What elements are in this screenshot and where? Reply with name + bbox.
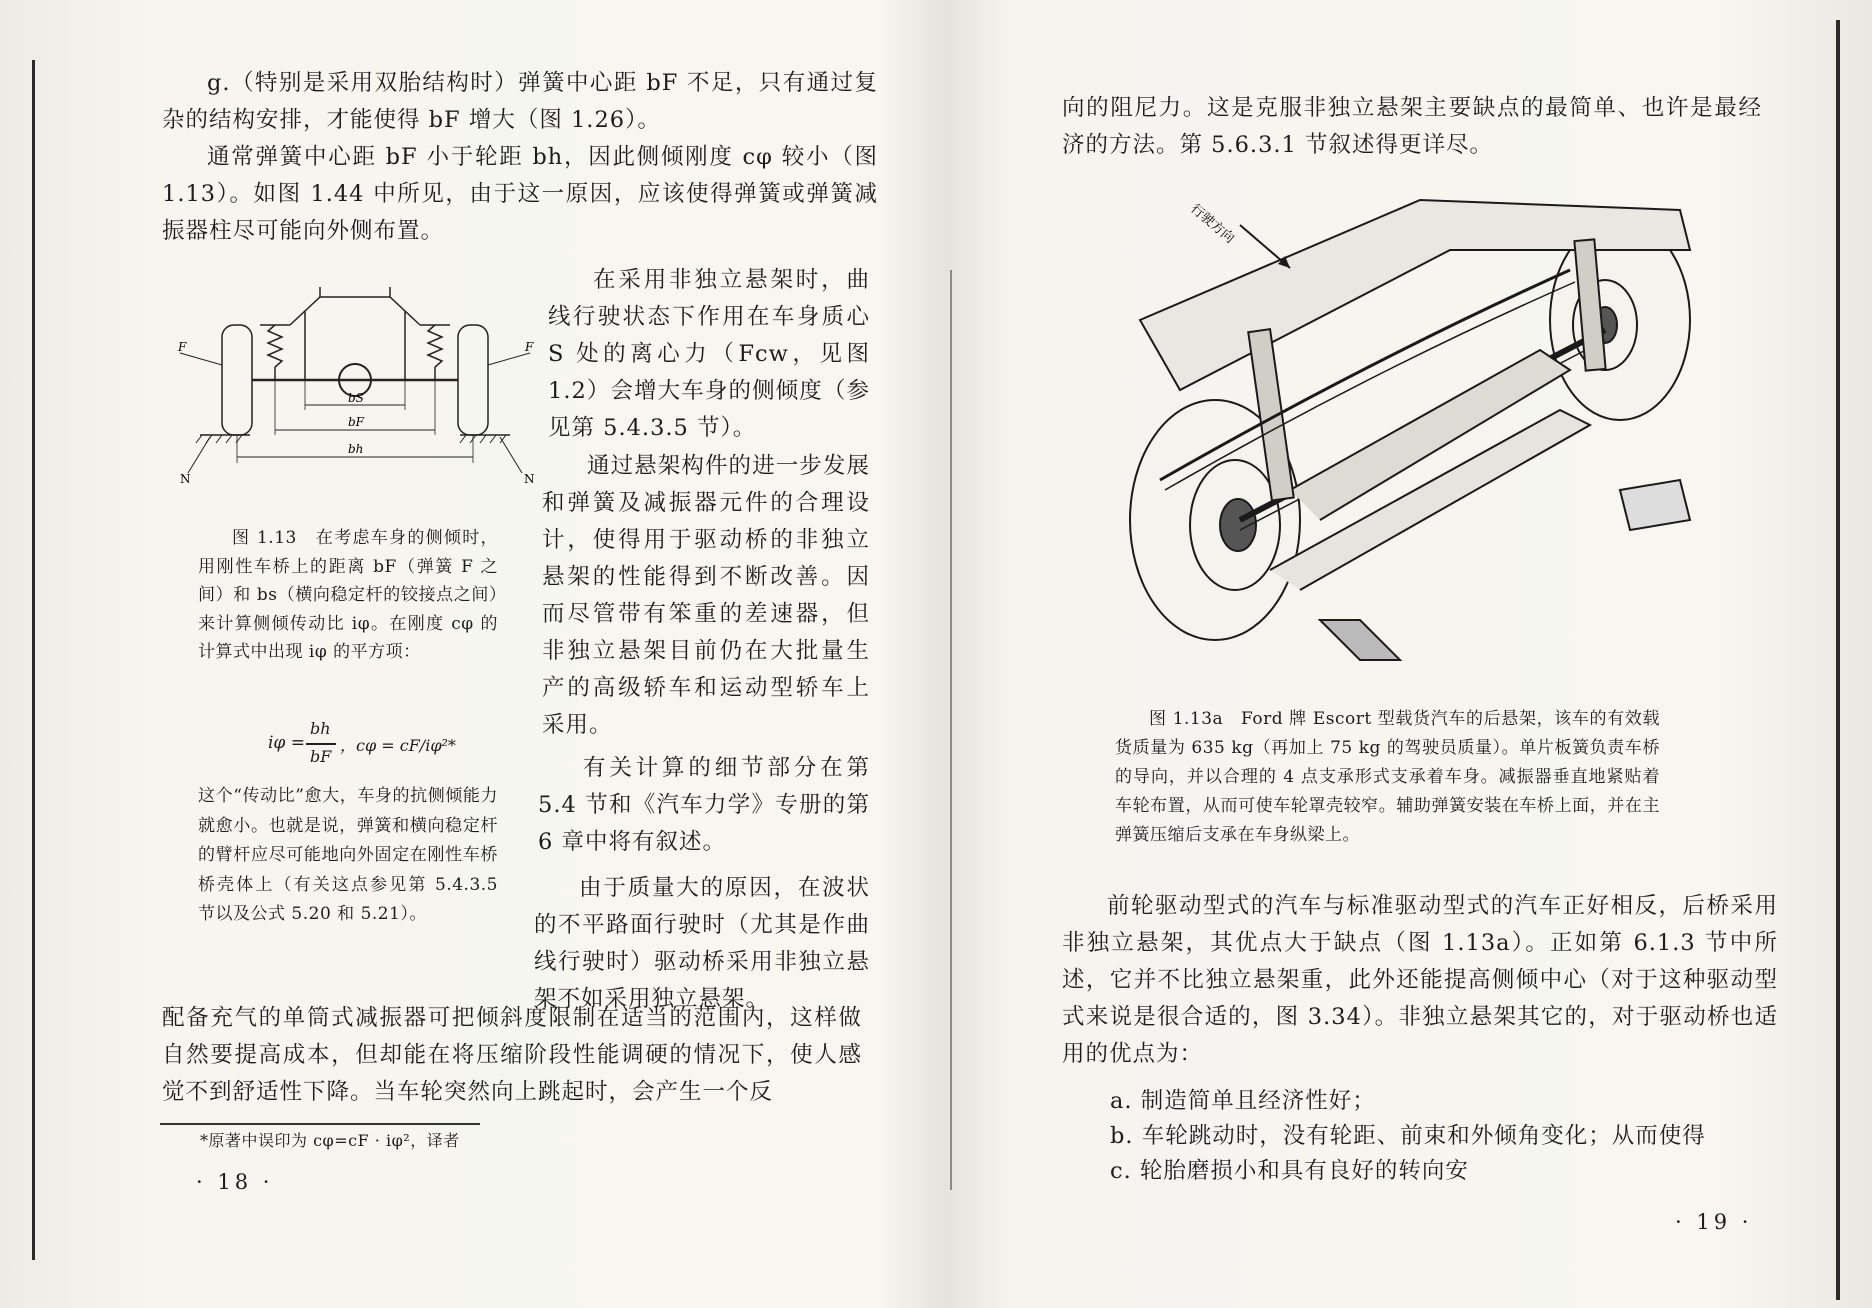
- left-para-3: 在采用非独立悬架时，曲线行驶状态下作用在车身质心 S 处的离心力（Fcw，见图 1.2）会增大车身的侧倾度（参见第 5.4.3.5 节）。: [548, 267, 870, 441]
- footnote: *原著中误印为 cφ=cF · iφ²，译者: [200, 1131, 460, 1150]
- right-page: [950, 0, 1872, 1308]
- formula-lhs: iφ =: [268, 733, 305, 753]
- formula: [260, 715, 460, 775]
- left-para-7: 配备充气的单筒式减振器可把倾斜度限制在适当的范围内，这样做自然要提高成本，但却能在将压缩阶段性能调硬的情况下，使人感觉不到舒适性下降。当车轮突然向上跳起时，会产生一个反: [162, 1005, 862, 1105]
- list-item-c: c. 轮胎磨损小和具有良好的转向安: [1110, 1158, 1469, 1184]
- left-para-2: 通常弹簧中心距 bF 小于轮距 bh，因此侧倾刚度 cφ 较小（图 1.13）。如图 1.44 中所见，由于这一原因，应该使得弹簧或弹簧减振器柱尽可能向外侧布置。: [162, 144, 878, 244]
- diagram-label-f-left: F: [178, 340, 187, 354]
- left-para-1: g.（特别是采用双胎结构时）弹簧中心距 bF 不足，只有通过复杂的结构安排，才能使得 bF 增大（图 1.26）。: [162, 70, 878, 133]
- list-item-b: b. 车轮跳动时，没有轮距、前束和外倾角变化；从而使得: [1110, 1123, 1706, 1149]
- right-para-2: 前轮驱动型式的汽车与标准驱动型式的汽车正好相反，后桥采用非独立悬架，其优点大于缺点（图 1.13a）。正如第 6.1.3 节中所述，它并不比独立悬架重，此外还能提高侧倾中心（对于这种驱动型式来说是很合适的，图 3.34）。非独立悬架其它的，对于驱动桥也适用的优点为：: [1062, 893, 1778, 1067]
- diagram-label-bf: bF: [348, 415, 365, 429]
- rear-suspension-illustration: [1120, 190, 1700, 680]
- formula-fraction-bar: [306, 743, 336, 745]
- page-number-19: · 19 ·: [1675, 1210, 1753, 1234]
- left-para-5: 有关计算的细节部分在第 5.4 节和《汽车力学》专册的第 6 章中将有叙述。: [538, 755, 870, 855]
- right-para-1: 向的阻尼力。这是克服非独立悬架主要缺点的最简单、也许是最经济的方法。第 5.6.3.1 节叙述得更详尽。: [1062, 95, 1762, 158]
- formula-rhs: ，cφ = cF/iφ²*: [340, 736, 456, 755]
- formula-numerator: bh: [310, 719, 331, 738]
- diagram-label-bh: bh: [348, 442, 364, 456]
- page-number-18: · 18 ·: [196, 1170, 274, 1194]
- left-formula-explanation: 这个“传动比”愈大，车身的抗侧倾能力就愈小。也就是说，弹簧和横向稳定杆的臂杆应尽可能地向外固定在刚性车桥桥壳体上（有关这点参见第 5.4.3.5 节以及公式 5.20 和 5.21）。: [198, 786, 498, 924]
- right-figure-caption: 图 1.13a Ford 牌 Escort 型载货汽车的后悬架，该车的有效载货质量为 635 kg（再加上 75 kg 的驾驶员质量）。单片板簧负责车桥的导向，并以合理的 4 点支承形式支承着车身。减振器垂直地紧贴着车轮布置，从而可使车轮罩壳较窄。辅助弹簧安装在车桥上面，并在主弹簧压缩后支承在车身纵梁上。: [1115, 709, 1660, 845]
- left-para-6: 由于质量大的原因，在波状的不平路面行驶时（尤其是作曲线行驶时）驱动桥采用非独立悬架不如采用独立悬架。: [534, 875, 870, 1012]
- diagram-label-bs: bS: [348, 391, 364, 405]
- left-para-4: 通过悬架构件的进一步发展和弹簧及减振器元件的合理设计，使得用于驱动桥的非独立悬架的性能得到不断改善。因而尽管带有笨重的差速器，但非独立悬架目前仍在大批量生产的高级轿车和运动型轿车上采用。: [542, 453, 870, 738]
- diagram-label-n-left: N: [180, 472, 191, 486]
- footnote-rule: [160, 1123, 480, 1125]
- left-figure-caption: 图 1.13 在考虑车身的侧倾时，用刚性车桥上的距离 bF（弹簧 F 之间）和 bs（横向稳定杆的铰接点之间）来计算侧倾传动比 iφ。在刚度 cφ 的计算式中出现 iφ 的平方项：: [198, 528, 498, 662]
- formula-denominator: bF: [310, 747, 332, 766]
- diagram-label-n-right: N: [524, 472, 535, 486]
- axle-rolling-diagram: [180, 285, 540, 485]
- diagram-label-f-right: F: [525, 340, 534, 354]
- direction-label: 行驶方向: [1187, 201, 1237, 247]
- list-item-a: a. 制造简单且经济性好；: [1110, 1088, 1376, 1114]
